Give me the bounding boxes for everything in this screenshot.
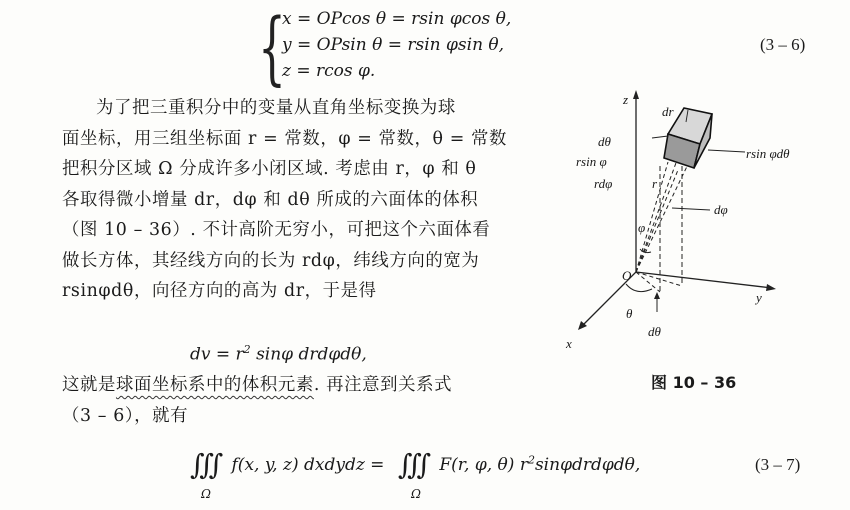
equation-number-3-6: (3 – 6)	[760, 35, 806, 54]
domain-omega-left: Ω	[201, 487, 211, 501]
figure-caption: 图 10 – 36	[651, 373, 737, 392]
left-brace: {	[258, 1, 286, 94]
y-axis-arrow	[766, 284, 776, 291]
label-x: x	[566, 336, 572, 351]
label-dr: dr	[662, 104, 674, 119]
label-rsinphidtheta: rsin φdθ	[746, 146, 790, 161]
equation-y: y = OPsin θ = rsin φsin θ,	[282, 35, 505, 55]
equation-z: z = rcos φ.	[282, 61, 376, 81]
z-axis-arrow	[633, 90, 639, 99]
theta-arc	[626, 284, 652, 292]
domain-omega-right: Ω	[411, 487, 421, 501]
conclusion-text: 这就是球面坐标系中的体积元素. 再注意到关系式 （3 – 6），就有	[62, 375, 453, 426]
label-dphi: dφ	[714, 202, 728, 217]
paragraph-line: 为了把三重积分中的变量从直角坐标变换为球	[96, 98, 456, 118]
paragraph-line: 面坐标，用三组坐标面 r = 常数，φ = 常数，θ = 常数	[62, 128, 508, 149]
equation-number-3-7: (3 – 7)	[755, 455, 801, 474]
paragraph-line: （图 10 – 36）. 不计高阶无穷小，可把这个六面体看	[62, 220, 491, 240]
paragraph-line: 把积分区域 Ω 分成许多小闭区域. 考虑由 r，φ 和 θ	[62, 159, 477, 179]
label-z: z	[623, 92, 629, 107]
y-axis	[636, 272, 772, 288]
spherical-volume-element-figure	[560, 86, 830, 356]
body-paragraph	[62, 93, 554, 307]
paragraph-line: 做长方体，其经线方向的长为 rdφ，纬线方向的宽为	[62, 250, 480, 271]
equation-x: x = OPcos θ = rsin φcos θ,	[282, 9, 512, 29]
triple-integral-left: ∭	[190, 448, 215, 481]
label-theta: θ	[626, 306, 633, 321]
integral-equation: ∭ f(x, y, z) dxdydz = ∭ F(r, φ, θ) $r^2\sin\varphi drd\varphi d\theta$,	[190, 448, 641, 481]
radius-line	[636, 156, 692, 272]
label-rdphi: rdφ	[594, 176, 613, 191]
paragraph-line: rsinφdθ，向径方向的高为 dr，于是得	[62, 281, 377, 301]
label-y: y	[756, 290, 762, 305]
paragraph-line: 各取得微小增量 dr，dφ 和 dθ 所成的六面体的体积	[62, 189, 479, 210]
label-rsinphi: rsin φ	[576, 154, 607, 169]
radius-line	[636, 152, 680, 272]
label-r: r	[652, 176, 658, 191]
triple-integral-right: ∭	[397, 448, 422, 481]
volume-element-equation: dv = $r^2$ sinφ drdφdθ,	[190, 343, 367, 365]
label-dtheta-top: dθ	[598, 134, 611, 149]
label-dtheta-bottom: dθ	[648, 324, 661, 339]
label-phi: φ	[638, 220, 646, 235]
underlined-term: 球面坐标系中的体积元素	[115, 375, 314, 395]
label-origin: O	[622, 268, 632, 283]
